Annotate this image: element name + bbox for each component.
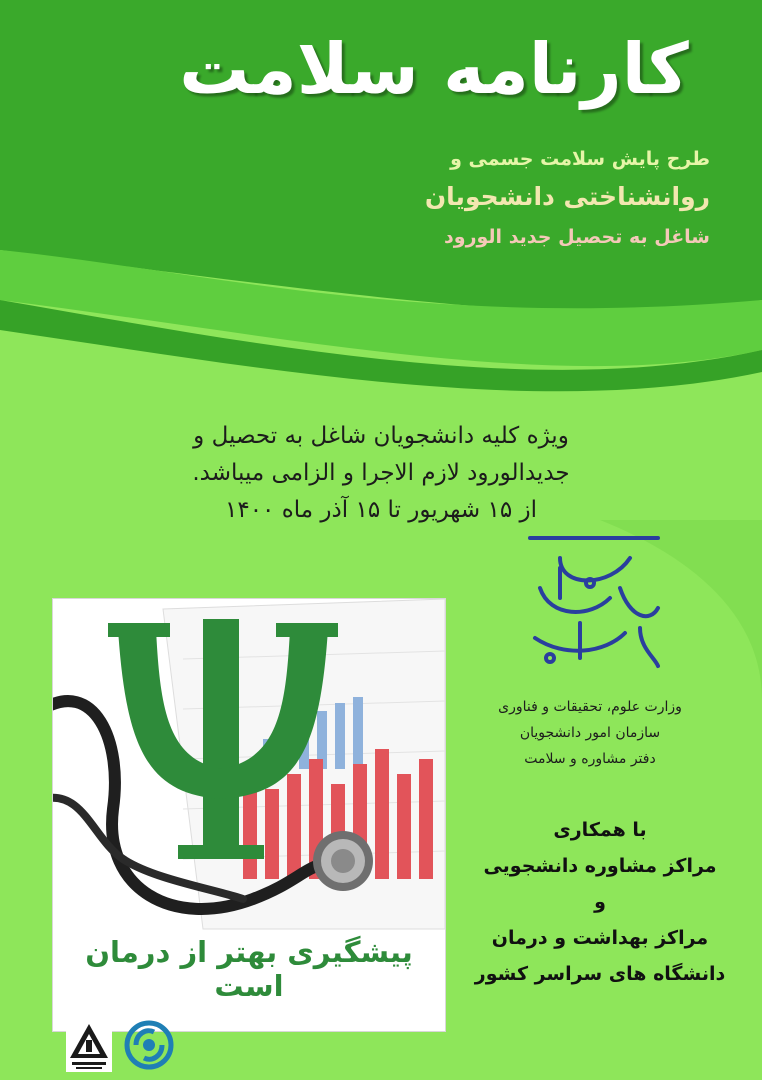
- counseling-logo-icon: [124, 1018, 174, 1072]
- partners-line-5: دانشگاه های سراسر کشور: [474, 963, 726, 985]
- subtitle-line-3: شاغل به تحصیل جدید الورود: [444, 226, 710, 248]
- notice-text: [40, 418, 722, 529]
- partners-line-4: مراکز بهداشت و درمان: [491, 927, 709, 949]
- university-emblem-icon: [66, 1020, 112, 1072]
- partners-line-3: و: [594, 891, 606, 913]
- subtitle-line-1: طرح پایش سلامت جسمی و: [450, 148, 710, 170]
- page-title: کارنامه سلامت: [179, 28, 689, 110]
- prevention-caption: پیشگیری بهتر از درمان است: [85, 935, 413, 1003]
- students-org-logo-icon: [520, 528, 668, 676]
- ministry-line-2: سازمان امور دانشجویان: [519, 725, 661, 741]
- notice-line-1: ویژه کلیه دانشجویان شاغل به تحصیل و: [193, 423, 569, 449]
- partners-line-2: مراکز مشاوره دانشجویی: [483, 855, 717, 877]
- ministry-info: [470, 694, 710, 772]
- ministry-line-1: وزارت علوم، تحقیقات و فناوری: [498, 699, 682, 715]
- counseling-logo: [124, 1018, 174, 1072]
- subtitle-line-2: روانشناختی دانشجویان: [424, 182, 710, 211]
- psi-symbol-icon: [108, 609, 338, 869]
- prevention-image: [52, 598, 446, 1032]
- notice-line-2: جدیدالورود لازم الاجرا و الزامی میباشد.: [192, 460, 570, 486]
- notice-line-3: از ۱۵ شهریور تا ۱۵ آذر ماه ۱۴۰۰: [224, 497, 538, 523]
- partners-line-1: با همکاری: [553, 819, 647, 841]
- university-emblem: [66, 1020, 112, 1072]
- ministry-line-3: دفتر مشاوره و سلامت: [524, 751, 656, 767]
- partners-info: [450, 812, 750, 992]
- students-org-logo: [520, 528, 668, 676]
